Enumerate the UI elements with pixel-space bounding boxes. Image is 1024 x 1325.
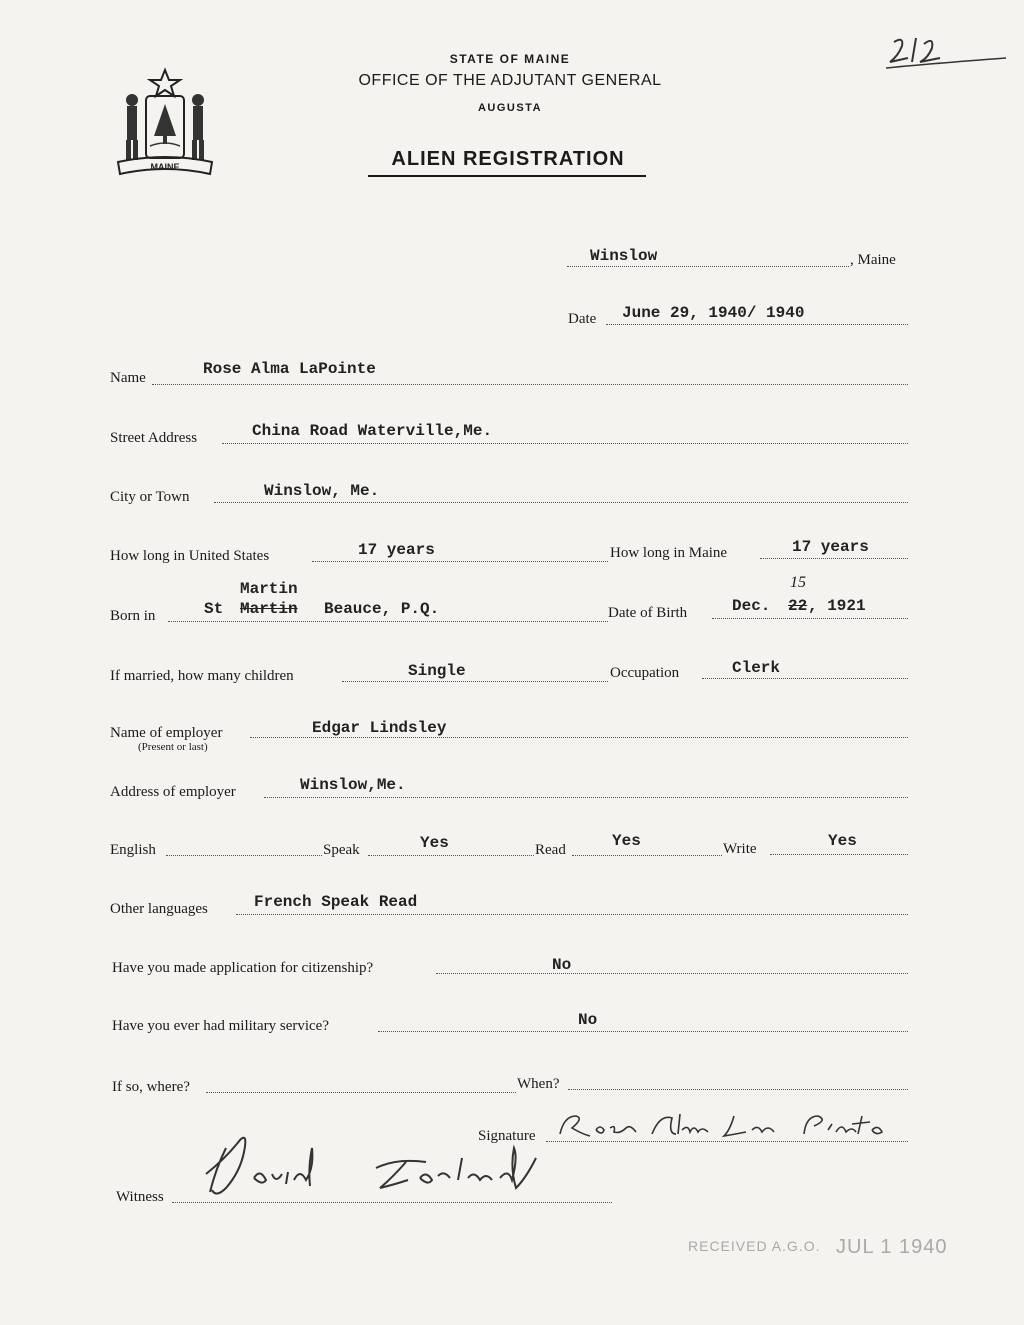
where-dots	[206, 1092, 516, 1093]
english-label: English	[110, 842, 156, 858]
when-label: When?	[517, 1076, 560, 1092]
how-long-maine-dots	[760, 558, 908, 559]
other-languages-value: French Speak Read	[254, 893, 418, 911]
witness-signature-image	[196, 1128, 606, 1208]
how-long-us-label: How long in United States	[110, 548, 270, 564]
english-write-value: Yes	[828, 832, 857, 850]
english-write-dots	[770, 854, 908, 855]
received-stamp-date: JUL 1 1940	[836, 1236, 948, 1258]
occupation-label: Occupation	[610, 665, 680, 681]
english-read-value: Yes	[612, 832, 641, 850]
employer-address-label: Address of employer	[110, 784, 236, 800]
how-long-maine-value: 17 years	[792, 538, 869, 556]
english-speak-dots	[368, 855, 534, 856]
born-in-dots	[168, 621, 608, 622]
when-dots	[568, 1089, 908, 1090]
witness-text: David Garland	[196, 1128, 202, 1129]
occupation-value: Clerk	[732, 659, 781, 677]
employer-address-value: Winslow,Me.	[300, 776, 406, 794]
name-label: Name	[110, 370, 146, 386]
employer-name-dots	[250, 737, 908, 738]
corner-number-annotation	[866, 28, 1016, 74]
born-in-label: Born in	[110, 608, 156, 624]
state-seal-icon	[110, 66, 220, 190]
employer-name-label: Name of employer	[110, 725, 223, 741]
received-stamp-label: RECEIVED A.G.O.	[688, 1238, 821, 1254]
born-in-value: Beauce, P.Q.	[324, 600, 440, 618]
citizenship-label: Have you made application for citizenship?	[112, 960, 374, 976]
english-write-label: Write	[723, 841, 757, 857]
english-dots	[166, 855, 322, 856]
date-of-birth-correction: 15	[790, 574, 806, 591]
seal-label: MAINE	[150, 162, 180, 172]
corner-number-text: 212	[866, 28, 868, 29]
date-of-birth-suffix: , 1921	[808, 597, 866, 615]
born-in-struck: Martin	[240, 600, 298, 618]
date-of-birth-dots	[712, 618, 908, 619]
children-dots	[342, 681, 608, 682]
city-or-town-dots	[214, 502, 908, 503]
how-long-us-dots	[312, 561, 608, 562]
employer-name-sublabel: (Present or last)	[138, 741, 208, 753]
born-in-correction: Martin	[240, 580, 298, 598]
street-address-label: Street Address	[110, 430, 198, 446]
military-value: No	[578, 1011, 598, 1029]
where-label: If so, where?	[112, 1079, 190, 1095]
english-read-label: Read	[535, 842, 566, 858]
town-dots	[567, 266, 849, 267]
witness-label: Witness	[116, 1189, 164, 1205]
english-read-dots	[572, 855, 722, 856]
city-or-town-value: Winslow, Me.	[264, 482, 380, 500]
military-label: Have you ever had military service?	[112, 1018, 329, 1034]
town-value: Winslow	[590, 247, 658, 265]
other-languages-dots	[236, 914, 908, 915]
employer-address-dots	[264, 797, 908, 798]
citizenship-dots	[436, 973, 908, 974]
how-long-us-value: 17 years	[358, 541, 435, 559]
other-languages-label: Other languages	[110, 901, 208, 917]
date-of-birth-prefix: Dec.	[732, 597, 771, 615]
date-label: Date	[568, 311, 597, 327]
signature-text: Rose Alma La Pointe	[556, 1104, 565, 1105]
name-dots	[152, 384, 908, 385]
how-long-maine-label: How long in Maine	[610, 545, 728, 561]
header-office: OFFICE OF THE ADJUTANT GENERAL	[358, 72, 662, 89]
military-dots	[378, 1031, 908, 1032]
signature-label: Signature	[478, 1128, 536, 1144]
street-address-dots	[222, 443, 908, 444]
english-speak-label: Speak	[323, 842, 360, 858]
town-suffix: , Maine	[850, 252, 896, 268]
children-label: If married, how many children	[110, 668, 294, 684]
city-or-town-label: City or Town	[110, 489, 190, 505]
form-title: ALIEN REGISTRATION	[391, 148, 625, 170]
street-address-value: China Road Waterville,Me.	[252, 422, 493, 440]
title-underline	[368, 175, 646, 177]
header-state: STATE OF MAINE	[449, 52, 571, 66]
date-of-birth-struck: 22	[788, 597, 808, 615]
english-speak-value: Yes	[420, 834, 449, 852]
occupation-dots	[702, 678, 908, 679]
citizenship-value: No	[552, 956, 572, 974]
date-value: June 29, 1940/ 1940	[622, 304, 805, 322]
header-city: AUGUSTA	[477, 102, 543, 114]
date-dots	[606, 324, 908, 325]
employer-name-value: Edgar Lindsley	[312, 719, 447, 737]
children-value: Single	[408, 662, 466, 680]
signature-image	[556, 1104, 916, 1148]
born-in-prefix: St	[204, 600, 224, 618]
name-value: Rose Alma LaPointe	[203, 360, 376, 378]
date-of-birth-label: Date of Birth	[608, 605, 688, 621]
